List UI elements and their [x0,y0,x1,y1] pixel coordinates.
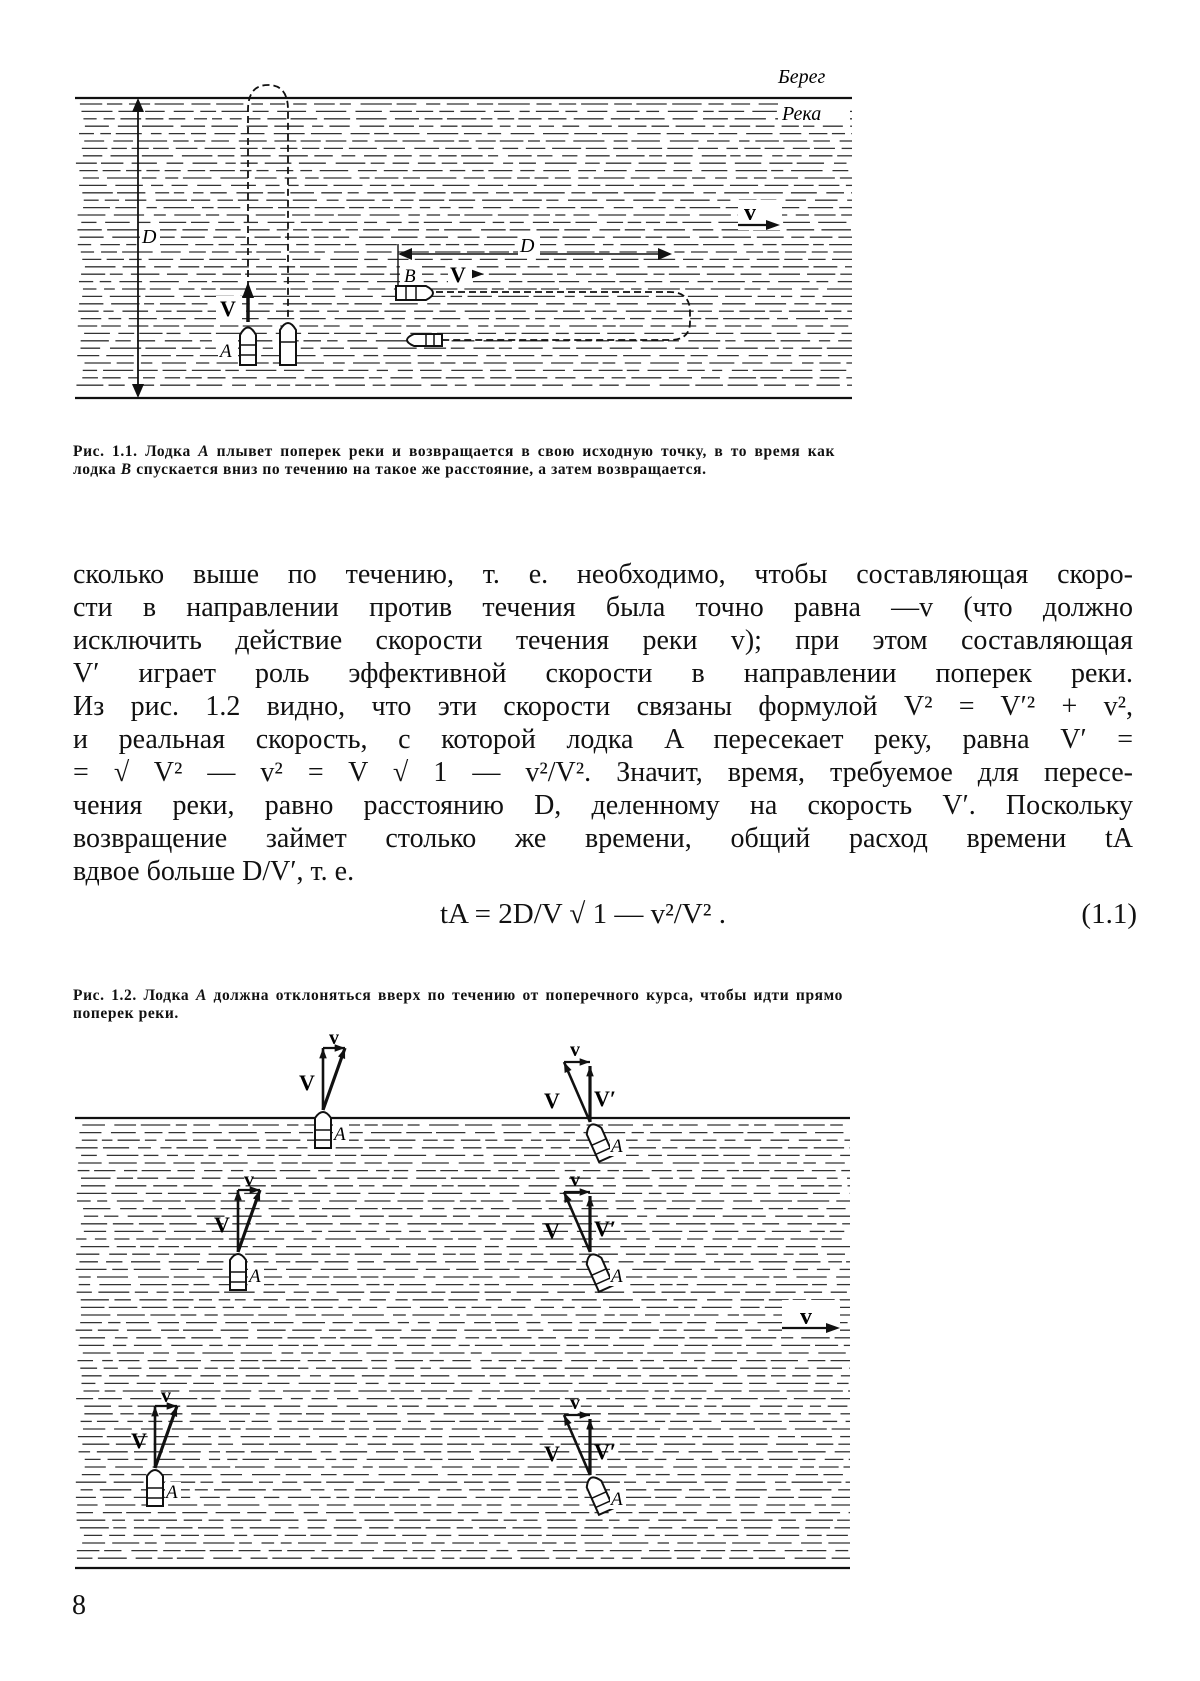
boat-b [396,286,433,300]
boat-a-bottom-left [131,1385,181,1506]
boat-a-middle-right [544,1169,626,1292]
figure-1-2 [70,1030,860,1575]
svg-text:v: v [329,1030,339,1049]
distance-label-vertical: D [141,226,157,248]
boat-a-middle-left [214,1169,264,1290]
svg-text:A: A [164,1482,178,1503]
body-line-1: сколько выше по течению, т. е. необходимо, чтобы составляющая скоро- [73,558,1133,591]
svg-text:A: A [332,1124,346,1145]
svg-text:V′: V′ [594,1439,616,1464]
svg-text:V′: V′ [594,1216,616,1241]
svg-text:V: V [131,1428,147,1453]
current-velocity-label: v [744,200,756,226]
figure-1-1 [70,60,860,405]
figure-1-1-caption: Рис. 1.1. Лодка A плывет поперек реки и возвращается в свою исходную точку, в то время как лодка B спускается вниз по течению на такое же расстояние, а затем возвращается. [73,443,835,479]
svg-text:V′: V′ [594,1086,616,1111]
shore-label: Берег [777,66,826,88]
river-label: Река [781,103,821,125]
boat-a-returned [280,323,296,365]
svg-text:v: v [570,1392,580,1414]
boat-a-top-left [299,1030,349,1148]
svg-text:v: v [161,1385,171,1407]
body-line-6: и реальная скорость, с которой лодка A пересекает реку, равна V′ = [73,723,1133,756]
svg-text:V: V [544,1088,560,1113]
svg-text:V: V [544,1218,560,1243]
boat-b-velocity-label: V [450,262,466,287]
boat-b-label: B [404,266,416,287]
boat-a-label: A [218,341,232,362]
body-line-3: исключить действие скорости течения реки v); при этом составляющая [73,624,1133,657]
equation-number: (1.1) [1081,898,1137,931]
boat-b-returning [407,334,442,346]
svg-text:A: A [609,1266,623,1287]
body-line-5: Из рис. 1.2 видно, что эти скорости связаны формулой V² = V′² + v², [73,690,1133,723]
body-line-9: возвращение займет столько же времени, общий расход времени tA [73,822,1133,855]
svg-text:v: v [570,1039,580,1061]
body-line-8: чения реки, равно расстоянию D, деленному на скорость V′. Поскольку [73,789,1133,822]
page-number: 8 [72,1590,86,1622]
body-line-2: сти в направлении против течения была точно равна —v (что должно [73,591,1133,624]
body-line-4: V′ играет роль эффективной скорости в направлении поперек реки. [73,657,1133,690]
boat-a [240,328,256,366]
current-velocity-label: v [800,1304,812,1330]
river-hatching [76,104,852,385]
figure-1-2-caption: Рис. 1.2. Лодка A должна отклоняться вверх по течению от поперечного курса, чтобы идти прямо поперек реки. [73,987,843,1023]
river-hatching [76,1125,850,1558]
svg-text:V: V [214,1212,230,1237]
svg-text:V: V [544,1441,560,1466]
svg-text:v: v [244,1169,254,1191]
svg-text:A: A [247,1266,261,1287]
boat-a-bottom-right [544,1392,626,1515]
boat-a-velocity-label: V [220,296,236,321]
svg-text:V: V [299,1070,315,1095]
boat-a-path [248,85,288,320]
svg-text:A: A [609,1489,623,1510]
svg-text:A: A [609,1136,623,1157]
equation-1-1: tA = 2D/V √ 1 — v²/V² . [440,898,726,931]
body-paragraph [73,558,1133,888]
body-line-7: = √ V² — v² = V √ 1 — v²/V². Значит, время, требуемое для пересе- [73,756,1133,789]
boat-a-top-right [544,1039,626,1162]
body-line-10: вдвое больше D/V′, т. е. [73,855,1133,888]
distance-label-horizontal: D [519,235,535,257]
svg-text:v: v [570,1169,580,1191]
